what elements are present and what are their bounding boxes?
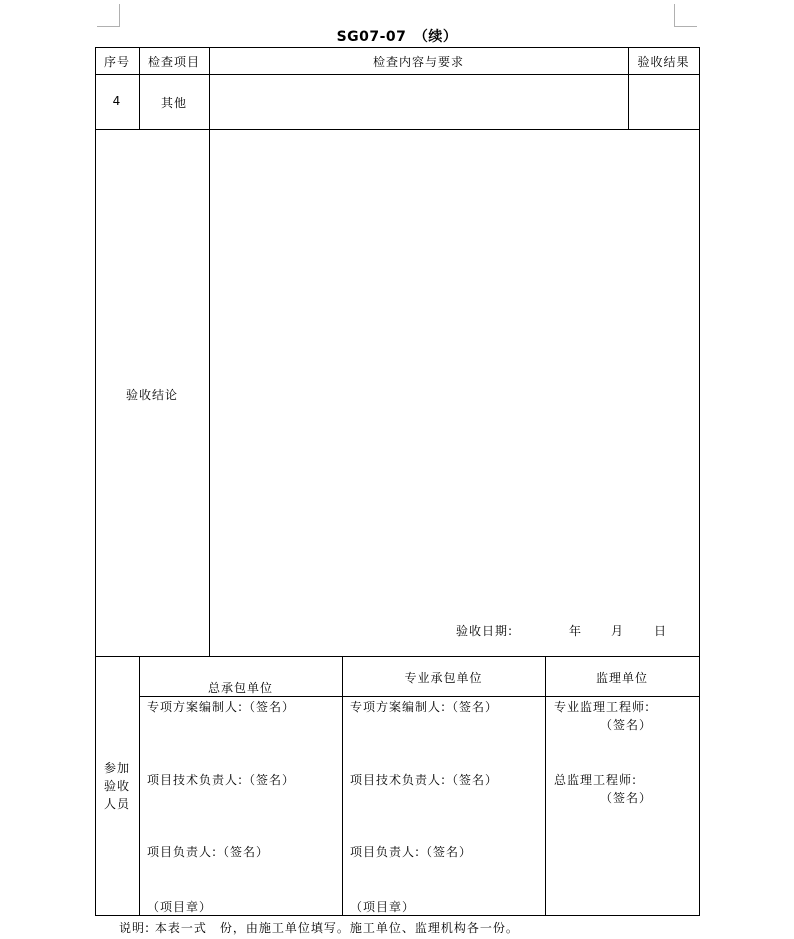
general-project-seal: （项目章） — [147, 900, 213, 914]
row4-content-cell[interactable] — [210, 75, 628, 129]
header-content: 检查内容与要求 — [372, 55, 464, 69]
sub-tech-lead-sign: 项目技术负责人:（签名） — [350, 773, 499, 787]
participants-label-line3: 人员 — [103, 797, 130, 811]
participants-label-line1: 参加 — [103, 761, 130, 775]
header-item: 检查项目 — [147, 55, 200, 69]
header-seq: 序号 — [103, 55, 130, 69]
conclusion-content-cell[interactable] — [210, 130, 699, 610]
table-border-top — [95, 47, 700, 48]
row4-item: 其他 — [160, 96, 187, 110]
row4-result-cell[interactable] — [629, 75, 699, 129]
row4-seq: 4 — [112, 94, 122, 108]
table-border-bottom — [95, 915, 700, 916]
chief-supervisor-sign: （签名） — [600, 791, 653, 805]
page-corner-mark-left — [97, 4, 120, 27]
form-note: 说明: 本表一式 份，由施工单位填写。施工单位、监理机构各一份。 — [119, 921, 519, 935]
header-result: 验收结果 — [637, 55, 690, 69]
date-month: 月 — [611, 624, 625, 638]
table-border-right — [699, 47, 700, 916]
sub-contractor-title: 专业承包单位 — [404, 671, 483, 685]
sub-preparer-sign: 专项方案编制人:（签名） — [350, 700, 499, 714]
general-sub-divider — [342, 656, 343, 916]
general-contractor-title: 总承包单位 — [207, 681, 273, 695]
sub-project-seal: （项目章） — [350, 900, 416, 914]
supervisor-engineer-label: 专业监理工程师: — [554, 700, 651, 714]
date-year: 年 — [569, 624, 583, 638]
date-day: 日 — [654, 624, 668, 638]
sub-supervisor-divider — [545, 656, 546, 916]
chief-supervisor-label: 总监理工程师: — [554, 773, 638, 787]
participants-label-line2: 验收 — [103, 779, 130, 793]
participants-header-divider — [139, 696, 700, 697]
supervisor-engineer-sign: （签名） — [600, 718, 653, 732]
general-tech-lead-sign: 项目技术负责人:（签名） — [147, 773, 296, 787]
sub-manager-sign: 项目负责人:（签名） — [350, 845, 473, 859]
acceptance-date-label: 验收日期: — [456, 624, 514, 638]
conclusion-label: 验收结论 — [125, 388, 178, 402]
general-preparer-sign: 专项方案编制人:（签名） — [147, 700, 296, 714]
form-title: SG07-07 （续） — [336, 29, 458, 45]
page-corner-mark-right — [674, 4, 697, 27]
supervisor-title: 监理单位 — [595, 671, 648, 685]
conclusion-divider — [95, 656, 700, 657]
general-manager-sign: 项目负责人:（签名） — [147, 845, 270, 859]
